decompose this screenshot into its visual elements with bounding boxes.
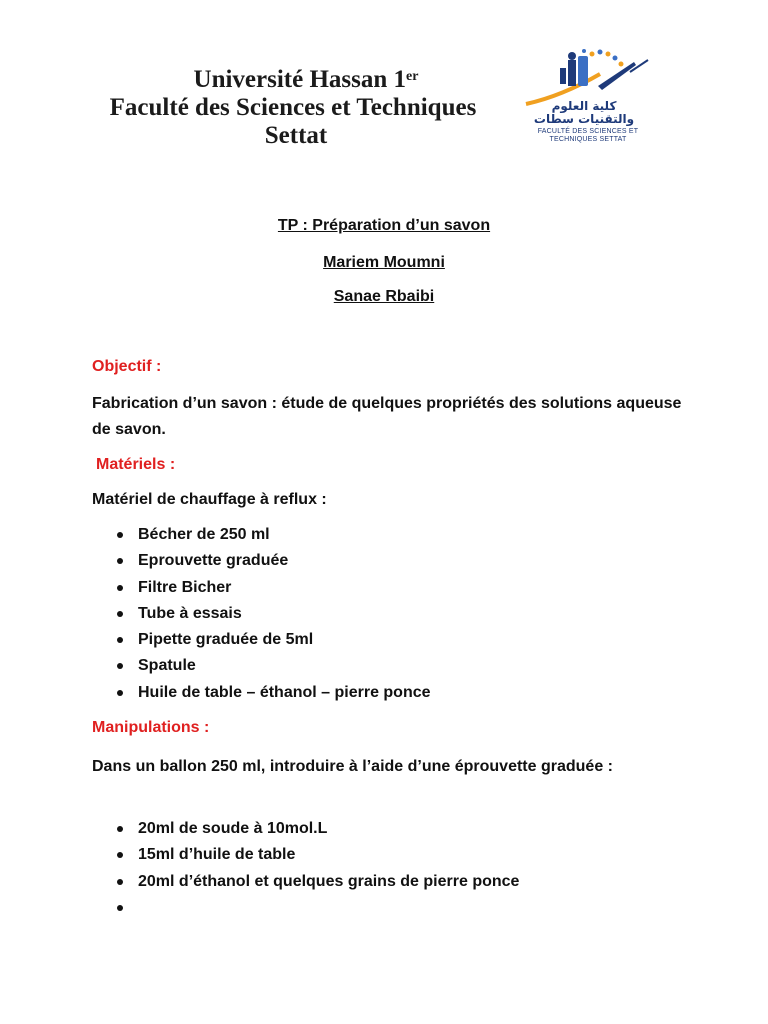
list-item: Huile de table – éthanol – pierre ponce (92, 680, 431, 706)
logo-arabic-text: كلية العلوم والتقنيات سطات (533, 99, 635, 126)
university-name (96, 66, 496, 94)
list-item: 20ml d’éthanol et quelques grains de pierre ponce (92, 869, 519, 895)
list-item: Bécher de 250 ml (92, 522, 431, 548)
list-item: 20ml de soude à 10mol.L (92, 816, 519, 842)
list-item: Filtre Bicher (92, 575, 431, 601)
logo-french-text: FACULTÉ DES SCIENCES ET TECHNIQUES SETTAT (537, 128, 639, 143)
materiels-list (92, 522, 431, 706)
materiels-intro: Matériel de chauffage à reflux : (92, 491, 327, 508)
list-item: Tube à essais (92, 601, 431, 627)
logo-emblem-icon (522, 46, 652, 106)
faculty-name: Faculté des Sciences et Techniques (109, 94, 477, 121)
materiels-heading: Matériels : (96, 456, 176, 473)
manipulations-list (92, 816, 519, 921)
author-2: Sanae Rbaibi (333, 288, 435, 305)
list-item (92, 895, 519, 921)
author-1: Mariem Moumni (323, 254, 445, 271)
list-item: Eprouvette graduée (92, 548, 431, 574)
list-item: Pipette graduée de 5ml (92, 627, 431, 653)
list-item: Spatule (92, 653, 431, 679)
list-item: 15ml d’huile de table (92, 842, 519, 868)
university-superscript: er (406, 69, 419, 84)
faculty-logo (522, 46, 652, 146)
objectif-text: Fabrication d’un savon : étude de quelques propriétés des solutions aqueuse de savon. (92, 395, 682, 438)
city-name: Settat (264, 122, 328, 149)
university-name-text: Université Hassan 1 (193, 66, 407, 93)
manipulations-heading: Manipulations : (92, 719, 210, 736)
institution-header (96, 66, 496, 150)
document-title: TP : Préparation d’un savon (277, 217, 491, 234)
objectif-heading: Objectif : (92, 358, 162, 375)
manipulations-intro: Dans un ballon 250 ml, introduire à l’aide d’une éprouvette graduée : (92, 758, 613, 775)
